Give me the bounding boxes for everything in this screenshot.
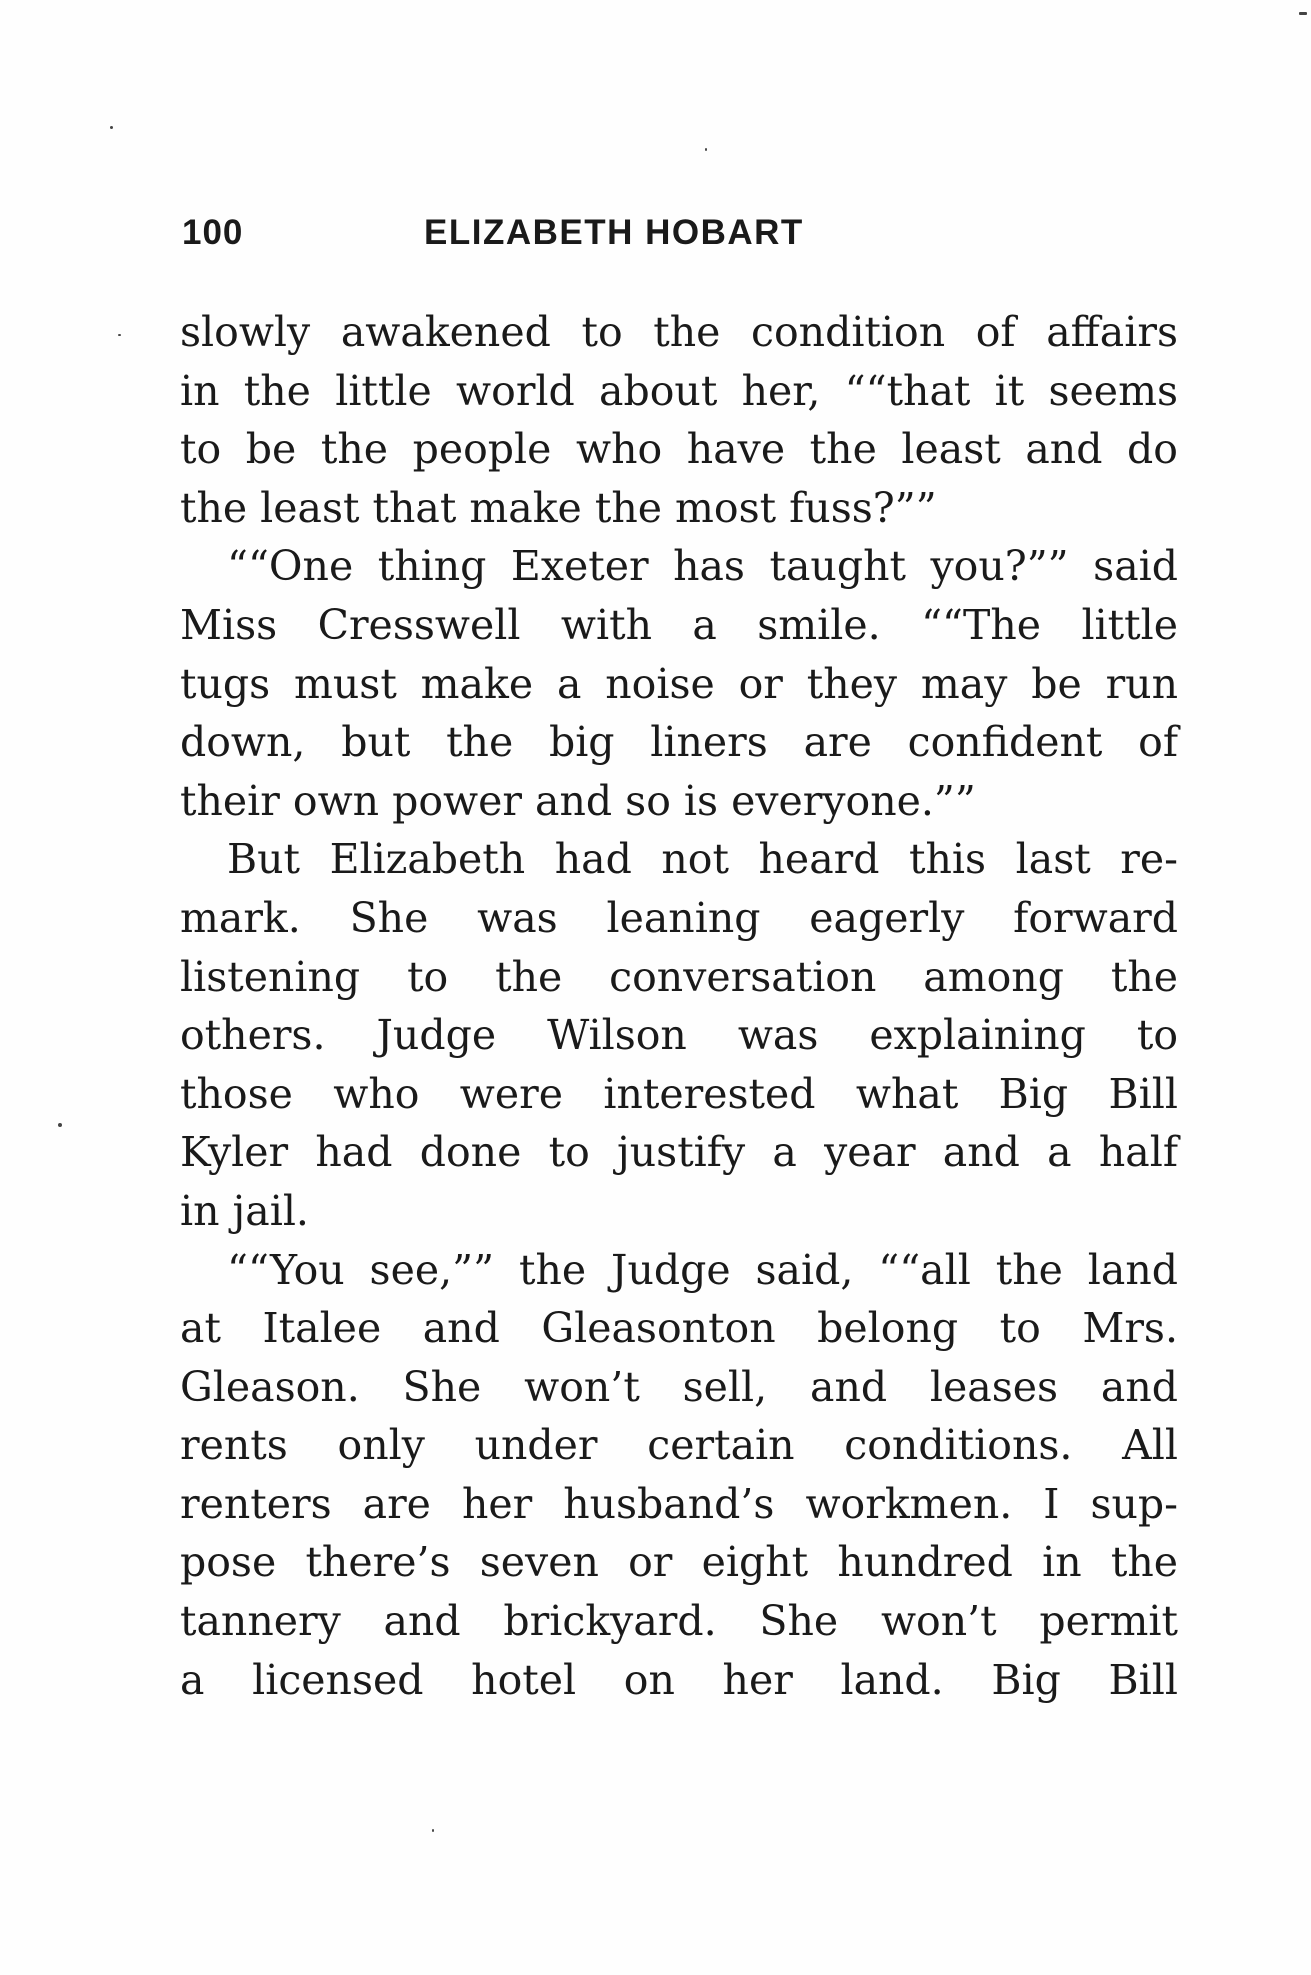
text-line: in the little world about her, ““that it seems (180, 366, 1178, 415)
text-line: renters are her husband’s workmen. I sup- (180, 1479, 1178, 1528)
scan-speck (110, 126, 113, 129)
scan-speck (118, 334, 121, 336)
text-line: in jail. (180, 1186, 309, 1235)
body-text (180, 303, 1178, 1709)
text-line: at Italee and Gleasonton belong to Mrs. (180, 1304, 1178, 1353)
page-header (182, 213, 927, 263)
text-line: mark. She was leaning eagerly forward (180, 893, 1178, 942)
scan-speck (432, 1829, 434, 1832)
text-line: rents only under certain conditions. All (180, 1421, 1178, 1470)
text-line: those who were interested what Big Bill (180, 1069, 1178, 1118)
text-line: tannery and brickyard. She won’t permit (180, 1597, 1178, 1646)
text-line: slowly awakened to the condition of affairs (180, 308, 1178, 356)
scan-speck (1299, 12, 1307, 15)
text-line: ““You see,”” the Judge said, ““all the land (227, 1245, 1178, 1294)
text-line: tugs must make a noise or they may be run (180, 659, 1178, 708)
text-line: listening to the conversation among the (180, 952, 1178, 1001)
page-number: 100 (182, 213, 244, 252)
text-line: their own power and so is everyone.”” (180, 776, 976, 825)
text-line: Miss Cresswell with a smile. ““The little (180, 600, 1178, 649)
text-line: But Elizabeth had not heard this last re- (227, 835, 1178, 884)
text-line: to be the people who have the least and do (180, 425, 1178, 474)
scan-speck (705, 148, 707, 151)
scan-speck (58, 1123, 62, 1127)
text-line: down, but the big liners are confident of (180, 718, 1178, 767)
text-line: the least that make the most fuss?”” (180, 483, 937, 532)
text-line: ““One thing Exeter has taught you?”” said (227, 542, 1178, 591)
text-line: Gleason. She won’t sell, and leases and (180, 1362, 1178, 1411)
text-line: a licensed hotel on her land. Big Bill (180, 1655, 1178, 1704)
running-head: ELIZABETH HOBART (424, 213, 804, 252)
text-line: others. Judge Wilson was explaining to (180, 1011, 1178, 1060)
text-line: pose there’s seven or eight hundred in the (180, 1538, 1178, 1587)
text-line: Kyler had done to justify a year and a half (180, 1128, 1178, 1177)
